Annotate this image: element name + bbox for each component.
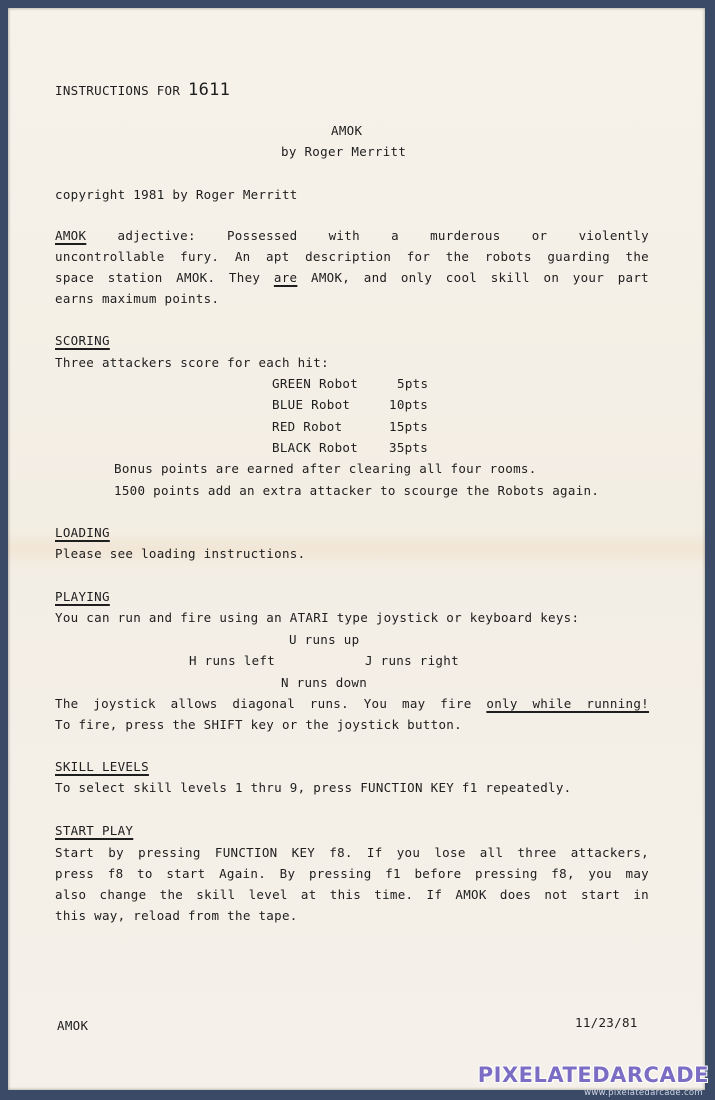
document-title: AMOK (331, 123, 363, 138)
instructions-label: INSTRUCTIONS FOR 1611 (55, 80, 231, 100)
intro-line-1: AMOK adjective: Possessed with a murderous or violently (55, 228, 650, 243)
start-line-2: press f8 to start Again. By pressing f1 before pressing f8, you may (55, 866, 649, 881)
start-line-3: also change the skill level at this time. If AMOK does not start in (55, 887, 649, 902)
loading-text: Please see loading instructions. (55, 546, 306, 561)
footer-title: AMOK (57, 1018, 89, 1033)
key-up: U runs up (289, 632, 360, 647)
fire-while-running: only while running! (486, 696, 649, 711)
start-line-4: this way, reload from the tape. (55, 908, 298, 923)
robot-name: GREEN Robot (272, 376, 359, 391)
robot-name: BLUE Robot (272, 397, 351, 412)
robot-points: 5pts (397, 376, 429, 391)
skill-heading: SKILL LEVELS (55, 759, 149, 774)
fire-line: To fire, press the SHIFT key or the joystick button. (55, 717, 462, 732)
skill-text: To select skill levels 1 thru 9, press FUNCTION KEY f1 repeatedly. (55, 780, 572, 795)
key-down: N runs down (281, 675, 368, 690)
robot-points: 15pts (389, 419, 429, 434)
bonus-line-2: 1500 points add an extra attacker to scourge the Robots again. (114, 483, 600, 498)
model-number: 1611 (188, 80, 231, 100)
intro-term: AMOK (55, 228, 87, 243)
loading-heading: LOADING (55, 525, 110, 540)
diagonal-line: The joystick allows diagonal runs. You may fire only while running! (55, 696, 649, 711)
byline: by Roger Merritt (281, 144, 407, 159)
footer-date: 11/23/81 (575, 1015, 638, 1030)
playing-heading: PLAYING (55, 589, 110, 604)
key-right: J runs right (365, 653, 459, 668)
start-heading: START PLAY (55, 823, 134, 838)
intro-line-2: uncontrollable fury. An apt description for the robots guarding the (55, 249, 649, 264)
watermark-url: www.pixelatedarcade.com (584, 1088, 703, 1098)
intro-line-4: earns maximum points. (55, 291, 220, 306)
scoring-heading: SCORING (55, 333, 110, 348)
intro-line-3: space station AMOK. They are AMOK, and only cool skill on your part (55, 270, 650, 285)
bonus-line-1: Bonus points are earned after clearing all four rooms. (114, 461, 537, 476)
robot-name: BLACK Robot (272, 440, 359, 455)
robot-name: RED Robot (272, 419, 343, 434)
scoring-lead: Three attackers score for each hit: (55, 355, 329, 370)
playing-lead: You can run and fire using an ATARI type joystick or keyboard keys: (55, 610, 580, 625)
watermark-logo: PIXELATEDARCADE (477, 1063, 709, 1087)
start-line-1: Start by pressing FUNCTION KEY f8. If you lose all three attackers, (55, 845, 649, 860)
robot-points: 35pts (389, 440, 429, 455)
copyright-line: copyright 1981 by Roger Merritt (55, 187, 298, 202)
robot-points: 10pts (389, 397, 429, 412)
key-left: H runs left (189, 653, 276, 668)
